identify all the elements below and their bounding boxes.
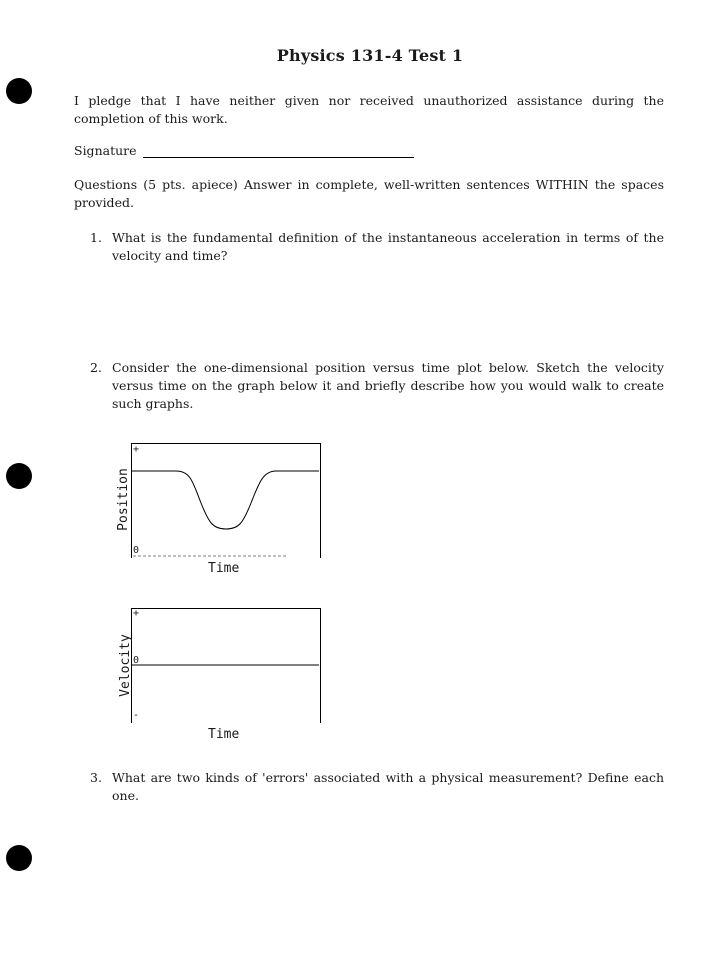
binder-hole-bottom: [6, 845, 32, 871]
binder-hole-top: [6, 78, 32, 104]
pledge-text: I pledge that I have neither given nor received unauthorized assistance during the completion of this work.: [74, 93, 664, 126]
page-title: Physics 131-4 Test 1: [276, 46, 464, 65]
position-top-tick: +: [133, 444, 140, 455]
binder-hole-middle: [6, 463, 32, 489]
signature-line[interactable]: [143, 145, 414, 158]
question-number: 2.: [90, 360, 102, 375]
position-bottom-tick: 0: [133, 545, 140, 556]
question-number: 1.: [90, 230, 102, 245]
question-2: [90, 359, 664, 413]
signature-label: Signature: [74, 143, 137, 158]
instructions-text: Questions (5 pts. apiece) Answer in complete, well-written sentences WITHIN the spaces provided.: [74, 177, 664, 210]
velocity-mid-tick: 0: [133, 655, 140, 666]
question-number: 3.: [90, 770, 102, 785]
signature-row: [74, 143, 414, 158]
question-3: [90, 769, 664, 805]
velocity-top-tick: +: [133, 608, 140, 619]
question-text: Consider the one-dimensional position versus time plot below. Sketch the velocity versus time on the graph below it and briefly describe how you would walk to create such graphs.: [112, 360, 664, 411]
velocity-zero-line: [131, 608, 321, 724]
question-1: [90, 229, 664, 265]
velocity-y-label: Velocity: [117, 634, 133, 697]
position-curve: [131, 443, 321, 559]
position-y-label: Position: [115, 468, 131, 531]
velocity-x-label: Time: [208, 727, 240, 742]
question-text: What are two kinds of 'errors' associated with a physical measurement? Define each one.: [112, 770, 664, 803]
velocity-bottom-tick: -: [133, 710, 140, 721]
position-x-label: Time: [208, 561, 240, 576]
question-text: What is the fundamental definition of the instantaneous acceleration in terms of the velocity and time?: [112, 230, 664, 263]
